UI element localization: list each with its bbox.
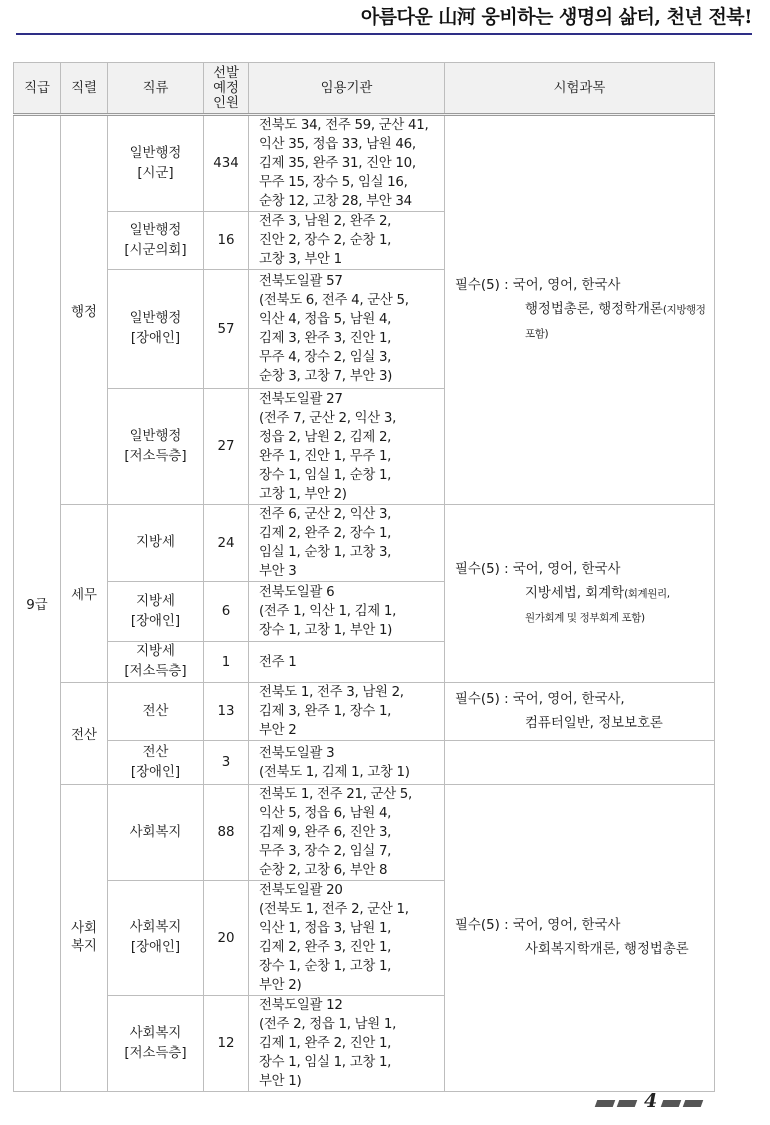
type-cell: 지방세 [장애인]	[108, 582, 204, 642]
subjects-line: 필수(5) : 국어, 영어, 한국사	[455, 278, 621, 293]
page-number: 4	[644, 1090, 658, 1112]
series-cell-bokji: 사회 복지	[61, 785, 108, 1092]
type-cell: 사회복지	[108, 785, 204, 881]
type-cell: 지방세	[108, 505, 204, 582]
count-cell: 27	[204, 389, 249, 505]
count-cell: 13	[204, 683, 249, 741]
subjects-line: 필수(5) : 국어, 영어, 한국사,	[455, 691, 625, 707]
type-cell: 일반행정 [시군]	[108, 115, 204, 212]
table-row	[14, 683, 715, 741]
footer-bar	[617, 1100, 638, 1107]
table-header-row	[14, 63, 715, 115]
header-org: 임용기관	[249, 63, 445, 115]
org-cell: 전북도 1, 전주 21, 군산 5, 익산 5, 정읍 6, 남원 4, 김제 9, 완주 6, 진안 3, 무주 3, 장수 2, 임실 7, 순창 2, 고창 6, 부안 8	[249, 785, 445, 881]
subjects-cell-haengjeong	[445, 115, 715, 505]
count-cell: 16	[204, 212, 249, 270]
header-series: 직렬	[61, 63, 108, 115]
type-cell: 일반행정 [장애인]	[108, 270, 204, 389]
org-cell: 전북도일괄 20 (전북도 1, 전주 2, 군산 1, 익산 1, 정읍 3, 남원 1, 김제 2, 완주 3, 진안 1, 장수 1, 순창 1, 고창 1, 부안 2)	[249, 881, 445, 996]
count-cell: 12	[204, 996, 249, 1092]
org-cell: 전북도일괄 6 (전주 1, 익산 1, 김제 1, 장수 1, 고창 1, 부안 1)	[249, 582, 445, 642]
subjects-line: 필수(5) : 국어, 영어, 한국사	[455, 918, 621, 933]
subjects-line: 지방세법, 회계학(회계원리,	[525, 585, 670, 601]
org-cell: 전주 1	[249, 642, 445, 683]
subjects-cell-empty	[445, 741, 715, 785]
org-cell: 전주 3, 남원 2, 완주 2, 진안 2, 장수 2, 순창 1, 고창 3, 부안 1	[249, 212, 445, 270]
org-cell: 전북도일괄 3 (전북도 1, 김제 1, 고창 1)	[249, 741, 445, 785]
type-cell: 일반행정 [저소득층]	[108, 389, 204, 505]
org-cell: 전북도일괄 57 (전북도 6, 전주 4, 군산 5, 익산 4, 정읍 5, 남원 4, 김제 3, 완주 3, 진안 1, 무주 4, 장수 2, 임실 3, 순창 3, 고창 7, 부안 3)	[249, 270, 445, 389]
footer-bar	[661, 1100, 682, 1107]
count-cell: 3	[204, 741, 249, 785]
series-cell-semu: 세무	[61, 505, 108, 683]
subjects-line: 컴퓨터일반, 정보보호론	[525, 715, 663, 731]
type-cell: 전산 [장애인]	[108, 741, 204, 785]
count-cell: 57	[204, 270, 249, 389]
header-slogan: 아름다운 山河 웅비하는 생명의 삶터, 천년 전북!	[360, 6, 752, 28]
org-cell: 전북도 34, 전주 59, 군산 41, 익산 35, 정읍 33, 남원 46, 김제 35, 완주 31, 진안 10, 무주 15, 장수 5, 임실 16, 순창 12, 고창 28, 부안 34	[249, 115, 445, 212]
org-cell: 전주 6, 군산 2, 익산 3, 김제 2, 완주 2, 장수 1, 임실 1, 순창 1, 고창 3, 부안 3	[249, 505, 445, 582]
header-type: 직류	[108, 63, 204, 115]
subjects-cell-jeonsan	[445, 683, 715, 741]
subjects-cell-bokji	[445, 785, 715, 1092]
recruitment-table	[13, 62, 715, 1092]
count-cell: 434	[204, 115, 249, 212]
type-cell: 사회복지 [장애인]	[108, 881, 204, 996]
org-cell: 전북도일괄 27 (전주 7, 군산 2, 익산 3, 정읍 2, 남원 2, 김제 2, 완주 1, 진안 1, 무주 1, 장수 1, 임실 1, 순창 1, 고창 1, 부안 2)	[249, 389, 445, 505]
page-footer	[596, 1088, 716, 1118]
type-cell: 일반행정 [시군의회]	[108, 212, 204, 270]
subjects-note: 원가회계 및 정부회계 포함)	[525, 611, 645, 624]
header-grade: 직급	[14, 63, 61, 115]
table-row	[14, 115, 715, 212]
subjects-line: 행정법총론, 행정학개론(지방행정포함)	[525, 302, 706, 340]
header-subjects: 시험과목	[445, 63, 715, 115]
series-cell-haengjeong: 행정	[61, 115, 108, 505]
table-row	[14, 741, 715, 785]
footer-bar	[683, 1100, 704, 1107]
count-cell: 88	[204, 785, 249, 881]
footer-bar	[595, 1100, 616, 1107]
header-count: 선발 예정 인원	[204, 63, 249, 115]
type-cell: 사회복지 [저소득층]	[108, 996, 204, 1092]
table-row	[14, 505, 715, 582]
grade-cell: 9급	[14, 115, 61, 1092]
subjects-line: 필수(5) : 국어, 영어, 한국사	[455, 561, 621, 577]
type-cell: 지방세 [저소득층]	[108, 642, 204, 683]
count-cell: 20	[204, 881, 249, 996]
subjects-note: (지방행정포함)	[525, 304, 706, 340]
org-cell: 전북도 1, 전주 3, 남원 2, 김제 3, 완주 1, 장수 1, 부안 2	[249, 683, 445, 741]
subjects-line: 사회복지학개론, 행정법총론	[525, 942, 689, 957]
org-cell: 전북도일괄 12 (전주 2, 정읍 1, 남원 1, 김제 1, 완주 2, 진안 1, 장수 1, 임실 1, 고창 1, 부안 1)	[249, 996, 445, 1092]
table-row	[14, 785, 715, 881]
header-rule	[16, 33, 752, 35]
count-cell: 24	[204, 505, 249, 582]
count-cell: 1	[204, 642, 249, 683]
count-cell: 6	[204, 582, 249, 642]
type-cell: 전산	[108, 683, 204, 741]
subjects-note: (회계원리,	[624, 587, 670, 600]
series-cell-jeonsan: 전산	[61, 683, 108, 785]
subjects-cell-semu	[445, 505, 715, 683]
